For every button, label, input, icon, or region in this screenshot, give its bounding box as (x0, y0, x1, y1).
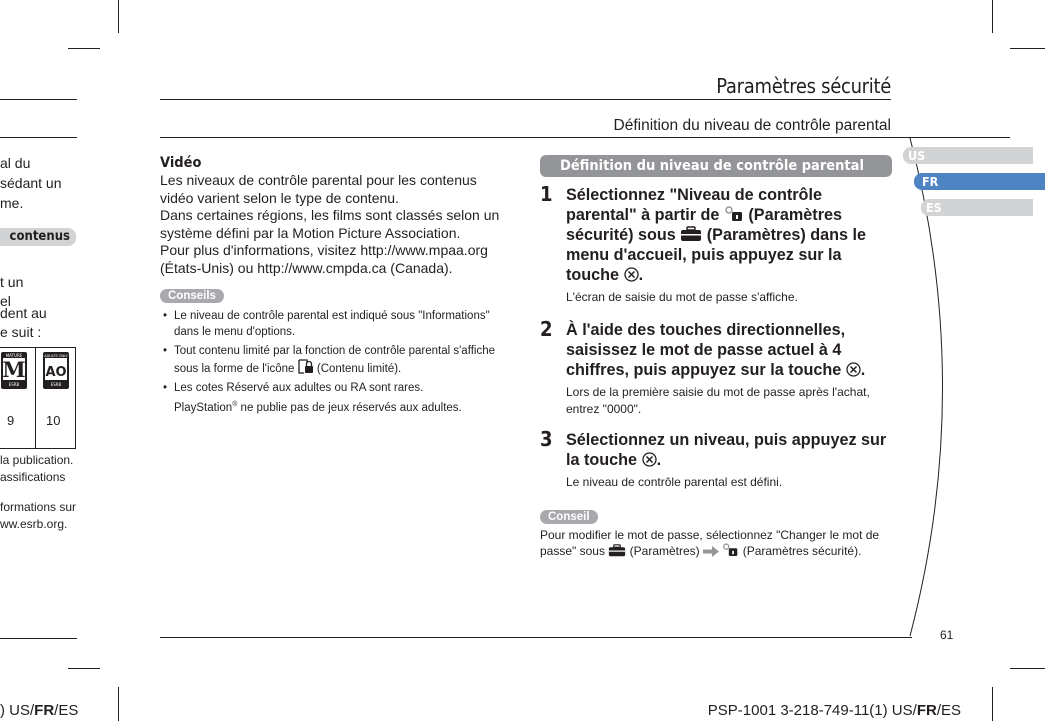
step-title: Sélectionnez un niveau, puis appuyez sur la touche . (566, 431, 887, 469)
tip-item: • Le niveau de contrôle parental est indiqué sous "Informations" dans le menu d'options. (160, 308, 510, 341)
security-settings-icon (722, 543, 739, 557)
lang-tab-es[interactable]: ES (921, 199, 1033, 216)
step-3 (540, 427, 892, 491)
footer-left: ) US/FR/ES (0, 702, 79, 719)
left-note-line: ww.esrb.org. (0, 517, 68, 531)
page-subtitle: Définition du niveau de contrôle parental (613, 117, 891, 134)
step-note: Lors de la première saisie du mot de passe après l'achat, entrez "0000". (566, 385, 870, 416)
svg-text:ESRB: ESRB (50, 382, 62, 387)
step-1 (540, 182, 892, 306)
parental-level-section (540, 155, 892, 559)
lang-tab-fr[interactable]: FR (914, 173, 1045, 190)
security-settings-icon (724, 206, 744, 222)
page-title: Paramètres sécurité (716, 74, 891, 98)
video-paragraph: Dans certaines régions, les films sont classés selon un système défini par la Motion Picture Association. (160, 207, 500, 241)
left-section-tab: contenus (0, 228, 76, 246)
video-heading: Vidéo (160, 155, 202, 171)
crop-mark (992, 0, 993, 33)
step-title: Sélectionnez "Niveau de contrôle parental" à partir de (Paramètres sécurité) sous (Paramètres) dans le menu d'accueil, puis appuyez sur la touche . (566, 186, 867, 284)
lang-tab-us[interactable]: US (903, 147, 1033, 164)
restricted-content-icon (298, 359, 314, 374)
svg-text:AO: AO (45, 365, 67, 380)
bottom-rule (160, 637, 912, 638)
left-text-line: e suit : (0, 324, 42, 340)
left-text-line: el (0, 293, 11, 309)
step-number: 2 (540, 317, 553, 341)
arrow-right-icon (703, 546, 719, 557)
left-text-line: me. (0, 195, 24, 211)
crop-mark (68, 668, 100, 669)
crop-mark (992, 687, 993, 721)
esrb-adults-only-logo (43, 352, 69, 389)
header-rule (160, 99, 891, 100)
left-rule (0, 99, 77, 100)
tip-item: • Les cotes Réservé aux adultes ou RA sont rares. PlayStation® ne publie pas de jeux réservés aux adultes. (160, 380, 510, 416)
step-title: À l'aide des touches directionnelles, saisissez le mot de passe actuel à 4 chiffres, puis appuyez sur la touche . (566, 321, 866, 379)
tip-text: Pour modifier le mot de passe, sélectionnez "Changer le mot de passe" sous (Paramètres) (Paramètres sécurité). (540, 528, 880, 558)
section-banner: Définition du niveau de contrôle parental (540, 155, 892, 177)
settings-toolbox-icon (680, 226, 702, 242)
left-rule (0, 137, 77, 138)
crop-mark (1010, 668, 1045, 669)
tip-label: Conseil (540, 510, 598, 524)
rating-cell: 9 (7, 413, 15, 428)
esrb-mature-logo (1, 352, 27, 389)
step-note: L'écran de saisie du mot de passe s'affiche. (566, 290, 798, 304)
left-rule (0, 638, 77, 639)
left-text-line: al du (0, 155, 31, 171)
step-number: 1 (540, 182, 553, 206)
tip-item: • Tout contenu limité par la fonction de contrôle parental s'affiche sous la forme de l'icône (Contenu limité). (160, 343, 510, 378)
crop-mark (118, 687, 119, 721)
svg-text:M: M (2, 357, 26, 382)
step-note: Le niveau de contrôle parental est défini. (566, 475, 783, 489)
svg-text:MATURE: MATURE (5, 353, 23, 358)
cross-button-icon (624, 267, 639, 282)
cross-button-icon (846, 362, 861, 377)
rating-table (0, 347, 76, 449)
step-2 (540, 317, 892, 418)
crop-mark (1010, 48, 1045, 49)
settings-toolbox-icon (608, 544, 626, 557)
tips-label: Conseils (160, 289, 224, 303)
footer-right: PSP-1001 3-218-749-11(1) US/FR/ES (707, 702, 961, 719)
svg-text:ESRB: ESRB (8, 382, 20, 387)
crop-mark (68, 48, 100, 49)
page-number: 61 (940, 628, 954, 642)
tips-list (160, 308, 510, 416)
left-note-line: assifications (0, 470, 66, 484)
left-text-line: dent au (0, 305, 47, 321)
cross-button-icon (642, 452, 657, 467)
svg-text:ADULTS ONLY: ADULTS ONLY (44, 354, 68, 358)
rating-cell: 10 (46, 413, 61, 428)
crop-mark (118, 0, 119, 33)
video-paragraph: Pour plus d'informations, visitez http://www.mpaa.org (États-Unis) ou http://www.cmpda.ca (Canada). (160, 242, 488, 276)
left-note-line: la publication. (0, 453, 74, 467)
video-section (160, 155, 510, 418)
left-note-line: formations sur (0, 500, 77, 514)
left-text-line: t un (0, 274, 24, 290)
step-number: 3 (540, 427, 553, 451)
left-text-line: sédant un (0, 175, 62, 191)
video-paragraph: Les niveaux de contrôle parental pour les contenus vidéo varient selon le type de contenu. (160, 172, 477, 206)
